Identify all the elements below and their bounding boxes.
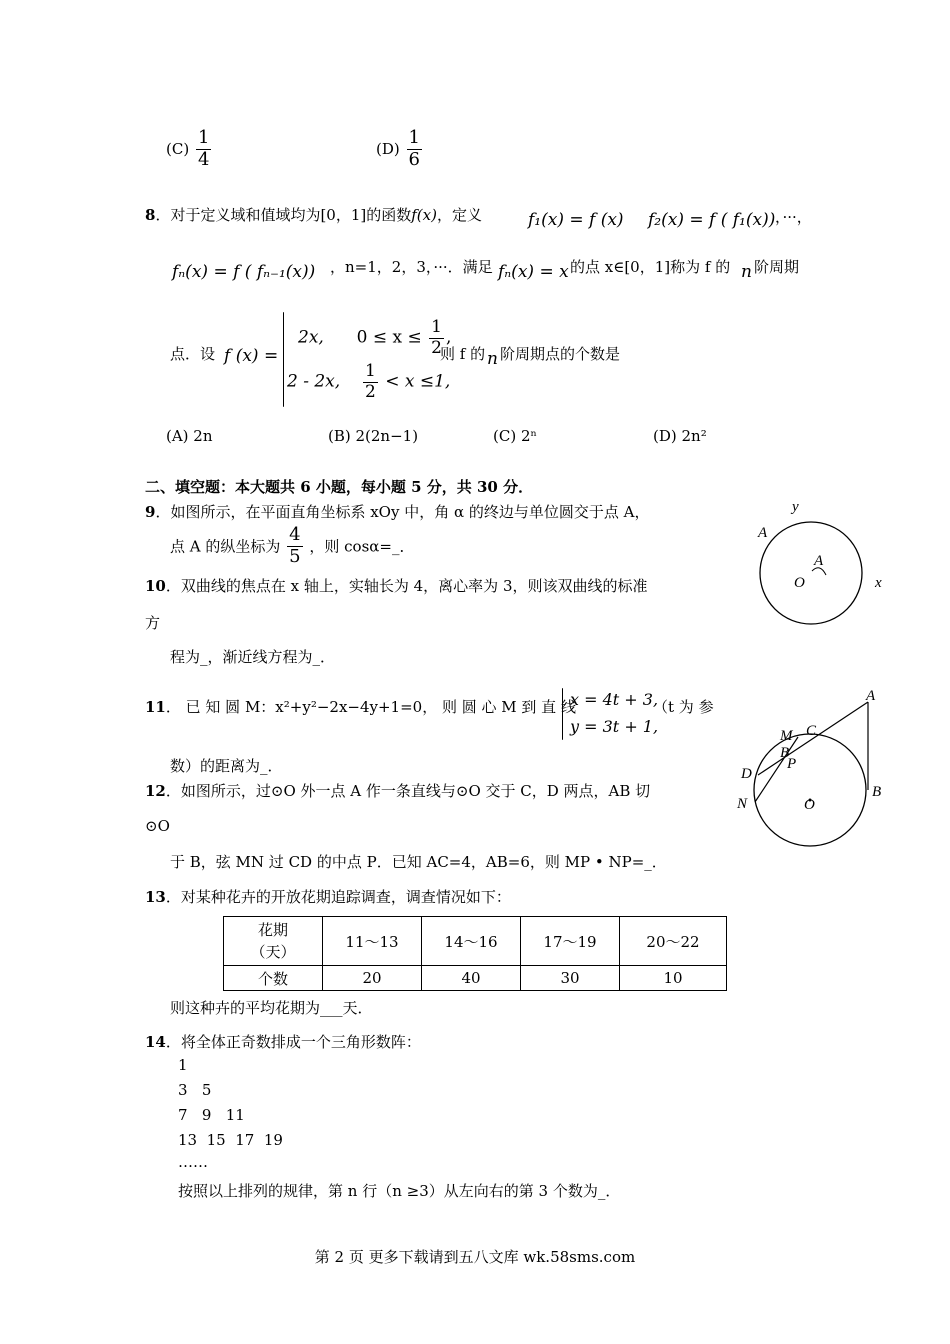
q11-system-brace [562,688,563,740]
page-footer: 第 2 页 更多下载请到五八文库 wk.58sms.com [314,1248,636,1266]
q9-x-label: x [875,575,882,591]
q13-line1: 13．对某种花卉的开放花期追踪调查，调查情况如下： [145,888,511,906]
q14-line2: 按照以上排列的规律，第 n 行（n ≥3）从左向右的第 3 个数为_． [178,1182,621,1200]
q13-col-4: 20～22 [620,917,727,966]
q9-figure [740,495,910,635]
q8-option-c: (C) 2ⁿ [493,427,537,445]
q9-y-label: y [792,499,799,515]
q8-n-symbol-2: n [487,349,498,369]
q8-line1: 8．对于定义域和值域均为[0，1]的函数f(x)，定义 [145,206,482,224]
q14-row-1: 1 [178,1056,188,1074]
q13-val-1: 20 [323,966,422,991]
q13-col-1: 11～13 [323,917,422,966]
q7-option-c-fraction: $\frac{1}{4}$ [197,127,210,170]
q13-table [223,916,727,991]
q9-fraction: $\frac{4}{5}$ [289,524,301,567]
q12-label-n: N [737,796,748,812]
q12-line1: 12．如图所示，过⊙O 外一点 A 作一条直线与⊙O 交于 C，D 两点，AB 切 [145,782,651,800]
q7-option-c: (C) $\frac{1}{4}$ [166,127,210,170]
q8-case2-fraction: $\frac{1}{2}$ [365,361,376,402]
q8-option-b: (B) 2(2n−1) [328,427,419,445]
q8-n-symbol: n [741,262,752,282]
q13-col-3: 17～19 [521,917,620,966]
q9-o-label: O [794,575,805,591]
q12-label-p: P [787,756,797,772]
q9-line2: 点 A 的纵坐标为 $\frac{4}{5}$ ，则 cosα=_． [170,524,415,567]
q8-case1-fraction: $\frac{1}{2}$ [431,317,442,358]
q10-line1: 10．双曲线的焦点在 x 轴上，实轴长为 4，离心率为 3，则该双曲线的标准 [145,577,648,595]
q9-a-label: A [758,525,768,541]
q11-line1-b: （t 为 参 [653,698,714,716]
q13-col-2: 14～16 [422,917,521,966]
table-row [224,917,727,966]
q8-line2-a: ，n=1，2，3，···．满足 [330,258,493,276]
q13-line2: 则这种卉的平均花期为___天． [170,999,373,1017]
q12-label-b: B [872,784,882,800]
q7-option-d-fraction: $\frac{1}{6}$ [408,127,420,170]
table-row [224,966,727,991]
q12-label-m: M [780,728,793,744]
q8-f2-formula: f₂(x) = f ( f₁(x)) [648,210,776,230]
q8-case2: 2 - 2x, $\frac{1}{2}$ < x ≤1, [287,361,451,402]
q9-line1: 9．如图所示，在平面直角坐标系 xOy 中，角 α 的终边与单位圆交于点 A， [145,503,650,521]
q8-case1: 2x, 0 ≤ x ≤ $\frac{1}{2}$ , [298,317,452,358]
q7-option-d: (D) $\frac{1}{6}$ [376,127,420,170]
q11-line1: 11． 已 知 圆 M：x²+y²−2x−4y+1=0， 则 圆 心 M 到 直 线 [145,698,576,716]
q13-val-3: 30 [521,966,620,991]
q11-sys-line1: x = 4t + 3, [570,690,659,709]
q12-figure [730,680,900,890]
q8-option-d: (D) 2n² [653,427,707,445]
q13-val-2: 40 [422,966,521,991]
q13-row-label: 个数 [224,966,323,991]
q12-label-o: O [804,797,815,813]
q11-line2: 数）的距离为_． [170,757,283,775]
q8-line2-b: 的点 x∈[0，1]称为 f 的 [570,258,731,276]
q12-circle [754,734,866,846]
q14-row-3: 7 9 11 [178,1106,245,1124]
q8-f1-formula: f₁(x) = f (x) [528,210,624,230]
section2-title: 二、填空题：本大题共 6 小题，每小题 5 分，共 30 分． [145,478,534,496]
q14-row-2: 3 5 [178,1081,212,1099]
q10-line1b: 方 [145,614,161,632]
q8-line3-c: 阶周期点的个数是 [500,345,621,363]
q13-val-4: 10 [620,966,727,991]
q8-option-a: (A) 2n [166,427,213,445]
q10-line2: 程为_，渐近线方程为_． [170,648,336,666]
q8-line3-a: 点．设 [170,345,216,363]
q14-line1: 14．将全体正奇数排成一个三角形数阵： [145,1033,421,1051]
q9-alpha-label: A [814,553,824,569]
q12-line1b: ⊙O [145,817,170,835]
q8-piecewise-brace [283,312,284,407]
q9-unit-circle [760,522,862,624]
q13-head-cell: 花期 （天） [224,917,323,966]
q8-line3-b: 则 f 的 [440,345,486,363]
q8-ellipsis: ，···， [775,208,812,226]
q8-line2-c: 阶周期 [754,258,800,276]
q12-label-c: C [806,723,817,739]
q12-label-a: A [866,688,876,704]
q12-label-b2: B [780,745,790,761]
q12-label-d: D [741,766,752,782]
q8-fx-def: f (x) = [224,346,279,366]
q12-line2: 于 B，弦 MN 过 CD 的中点 P．已知 AC=4，AB=6，则 MP • NP=_． [170,853,667,871]
q8-fn-formula: fₙ(x) = f ( fₙ₋₁(x)) [172,262,316,282]
q14-row-ellipsis: …… [178,1153,208,1171]
q11-sys-line2: y = 3t + 1, [570,717,659,736]
q14-row-4: 13 15 17 19 [178,1131,283,1149]
q8-fn-eq: fₙ(x) = x [498,262,569,282]
